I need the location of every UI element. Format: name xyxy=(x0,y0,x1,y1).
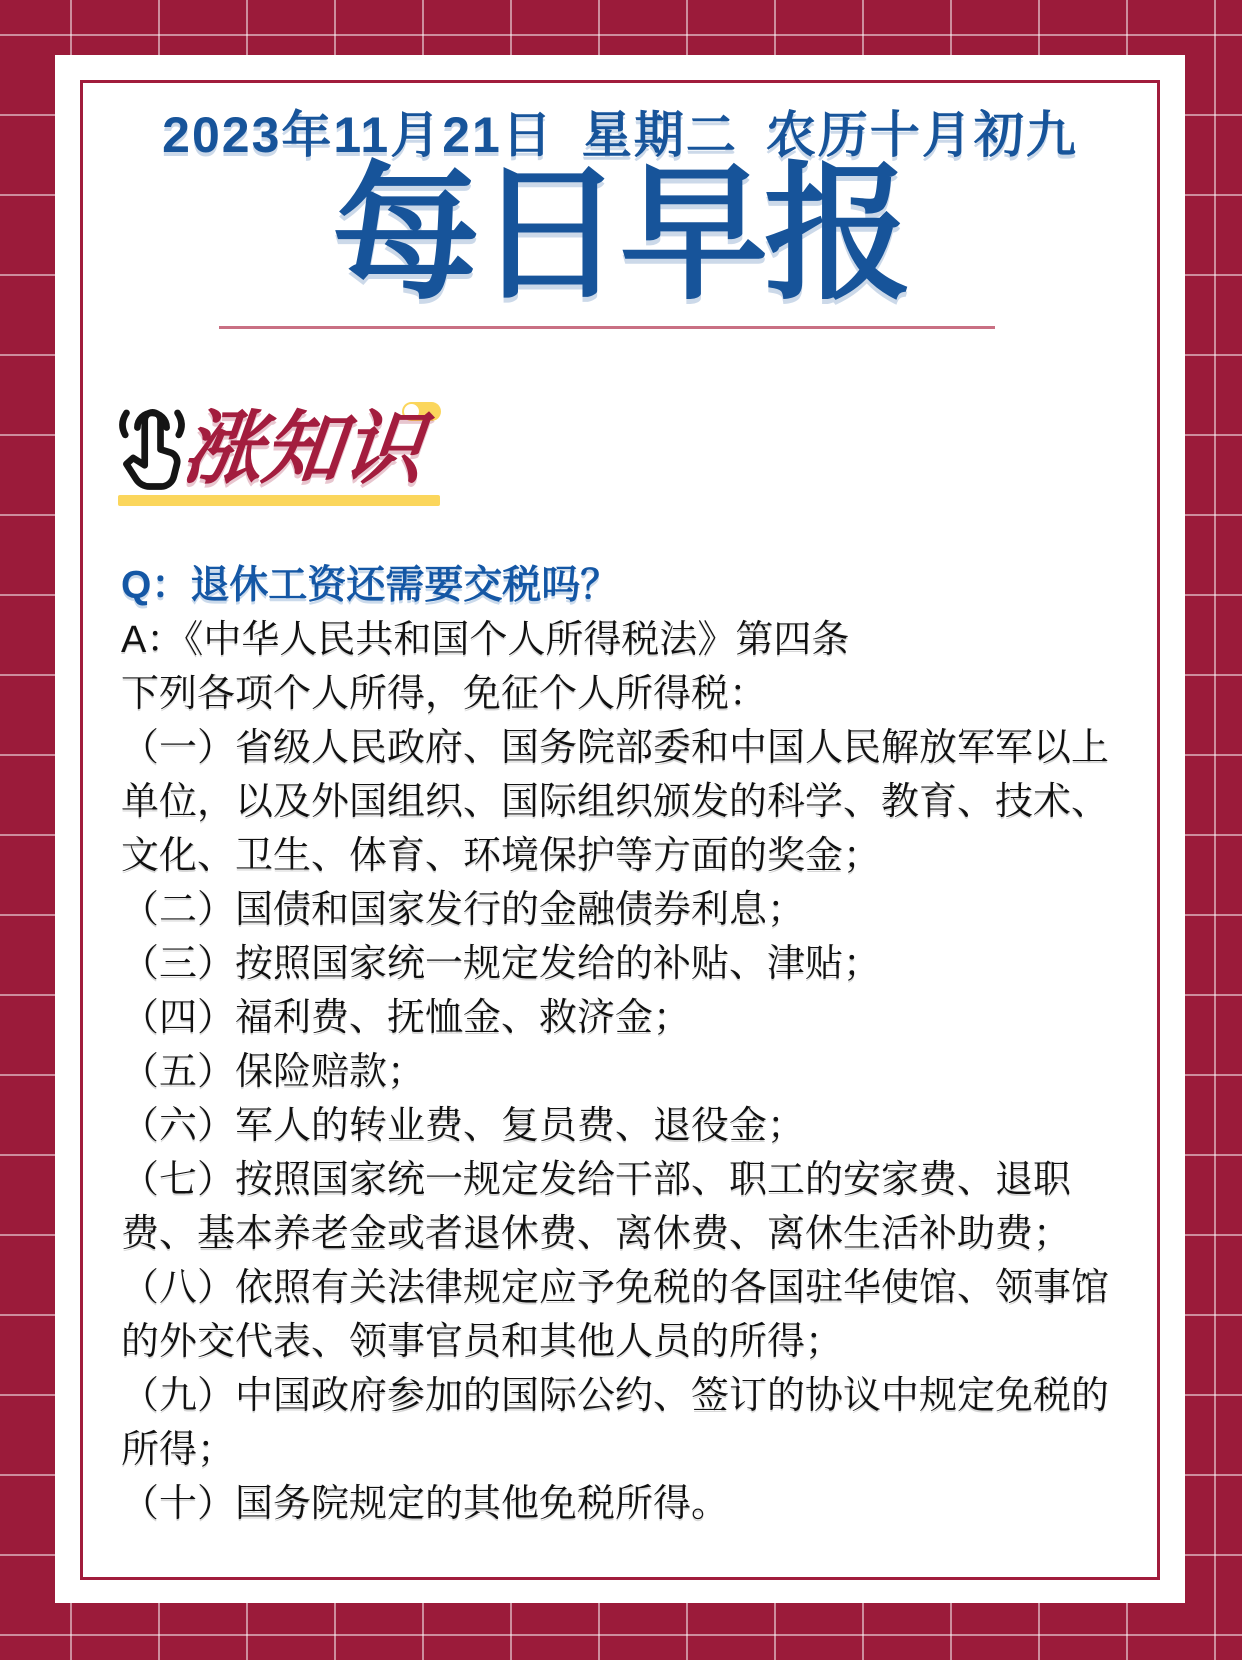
question-line: Q：退休工资还需要交税吗？ xyxy=(121,564,620,607)
answer-line: （三）按照国家统一规定发给的补贴、津贴； xyxy=(121,943,882,985)
answer-line: （九）中国政府参加的国际公约、签订的协议中规定免税的所得； xyxy=(121,1375,1110,1471)
date-text: 2023年11月21日 xyxy=(162,107,554,163)
section-underline xyxy=(118,495,440,506)
weekday-text: 星期二 xyxy=(581,107,738,163)
section-label: 涨知识 xyxy=(178,404,428,493)
answer-line: （十）国务院规定的其他免税所得。 xyxy=(121,1483,730,1525)
answer-line: （一）省级人民政府、国务院部委和中国人民解放军军以上单位，以及外国组织、国际组织颁发的科学、教育、技术、文化、卫生、体育、环境保护等方面的奖金； xyxy=(121,727,1110,877)
answer-line: （二）国债和国家发行的金融债券利息； xyxy=(121,889,806,931)
answer-line: （八）依照有关法律规定应予免税的各国驻华使馆、领事馆的外交代表、领事官员和其他人员的所得； xyxy=(121,1267,1110,1363)
answer-line: （五）保险赔款； xyxy=(121,1051,426,1093)
title-divider xyxy=(219,326,995,329)
answer-line: （六）军人的转业费、复员费、退役金； xyxy=(121,1105,806,1147)
lunar-date-text: 农历十月初九 xyxy=(765,107,1078,163)
qa-block xyxy=(121,559,1135,1531)
page-title: 每日早报 xyxy=(332,152,908,317)
content-card xyxy=(55,55,1185,1603)
answer-line: （四）福利费、抚恤金、救济金； xyxy=(121,997,692,1039)
answer-line: 下列各项个人所得，免征个人所得税： xyxy=(121,673,768,715)
answer-line: A：《中华人民共和国个人所得税法》第四条 xyxy=(121,619,850,661)
answer-line: （七）按照国家统一规定发给干部、职工的安家费、退职费、基本养老金或者退休费、离休费、离休生活补助费； xyxy=(121,1159,1072,1255)
